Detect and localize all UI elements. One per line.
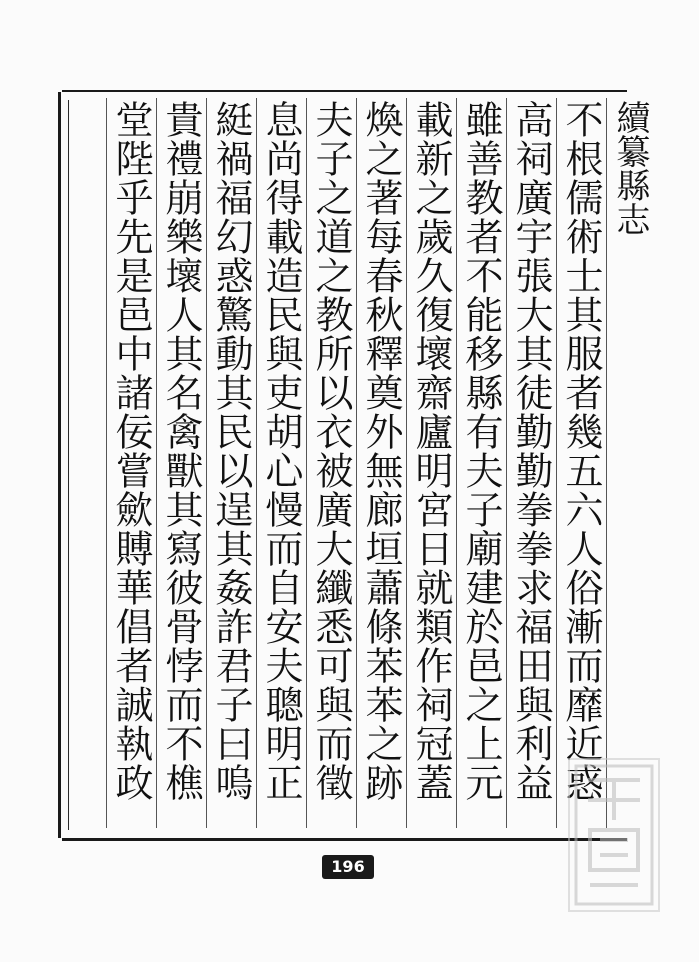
text-column-1: 不根儒術士其服者幾五六人俗漸而靡近惑	[559, 100, 603, 802]
text-column-2: 高祠廣宇張大其徒勤勤拳拳求福田與利益	[509, 100, 553, 802]
text-column-3: 雖善教者不能移縣有夫子廟建於邑之上元	[459, 100, 503, 802]
page-number: 196	[322, 855, 374, 879]
column-rule	[606, 98, 607, 828]
inner-border-line	[68, 100, 69, 830]
text-column-7: 息尚得載造民與吏胡心慢而自安夫聰明正	[259, 100, 303, 802]
text-column-9: 貴禮崩樂壞人其名禽獸其寫彼骨悖而不樵	[159, 100, 203, 802]
outer-border-line	[58, 92, 61, 838]
text-column-4: 載新之歲久復壞齋廬明宮日就類作祠冠蓋	[409, 100, 453, 802]
book-title-column: 續纂縣志	[610, 100, 650, 236]
text-column-5: 煥之著每春秋釋奠外無廊垣蕭條苯苯之跡	[359, 100, 403, 802]
seal-icon	[570, 760, 658, 910]
text-column-10: 堂陛乎先是邑中諸佞嘗歛賻華倡者誠執政	[109, 100, 153, 802]
library-seal-stamp	[568, 758, 660, 912]
text-column-8: 綎禍福幻惑驚動其民以逞其姦詐君子曰嗚	[209, 100, 253, 802]
text-column-6: 夫子之道之教所以衣被廣大纖悉可與而徵	[309, 100, 353, 802]
